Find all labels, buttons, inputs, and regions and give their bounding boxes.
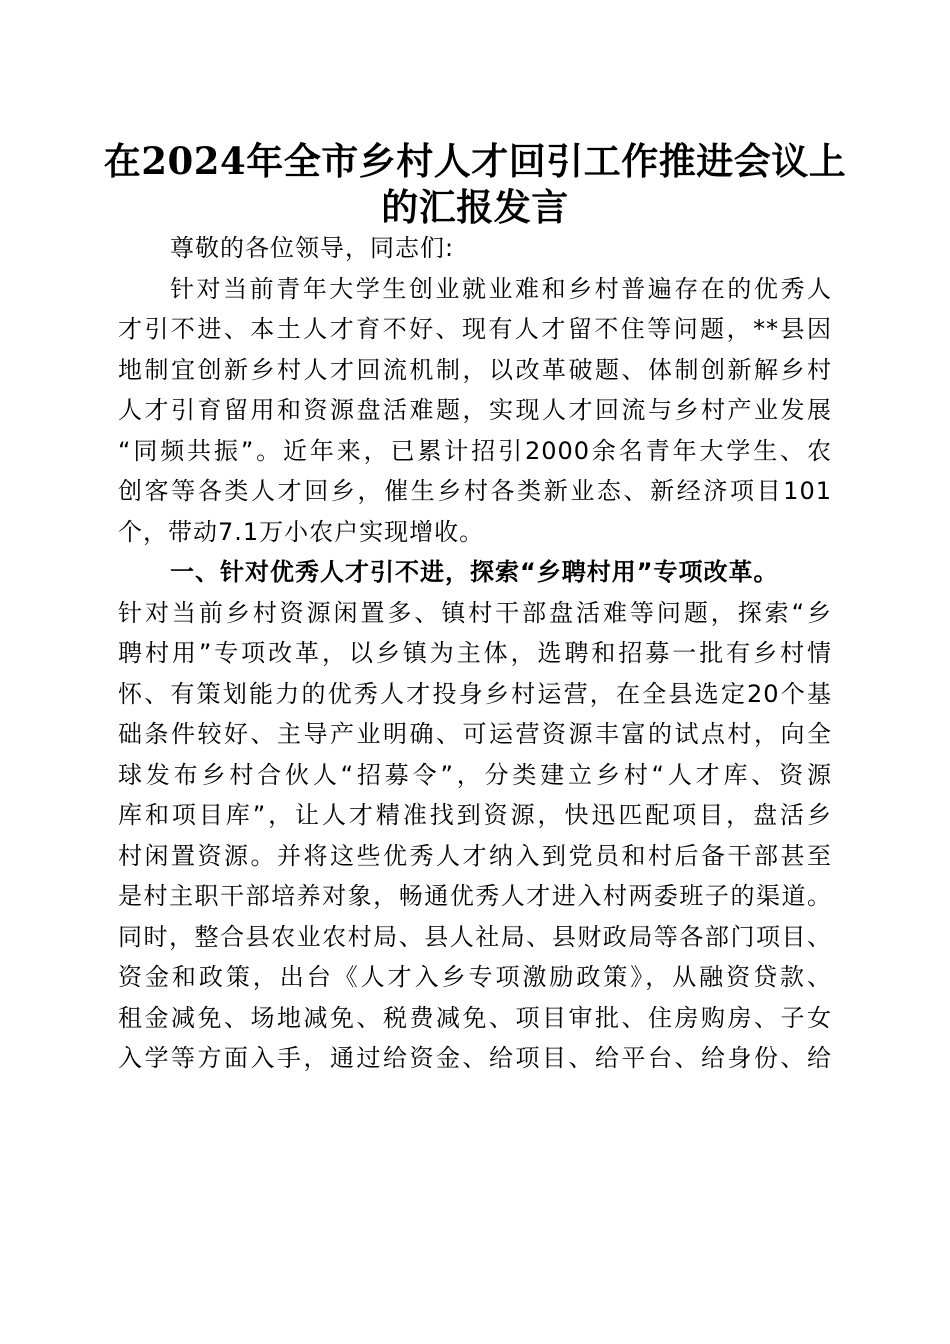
paragraph-line: 础条件较好、主导产业明确、可运营资源丰富的试点村，向全: [118, 720, 832, 748]
paragraph-line: 才引不进、本土人才育不好、现有人才留不住等问题，**县因: [118, 315, 832, 343]
paragraph-line: 聘村用”专项改革，以乡镇为主体，选聘和招募一批有乡村情: [118, 639, 832, 667]
document-title: [100, 138, 850, 230]
document-body: [118, 228, 832, 1079]
paragraph-line: 怀、有策划能力的优秀人才投身乡村运营，在全县选定20个基: [118, 679, 832, 708]
greeting: 尊敬的各位领导，同志们:: [170, 234, 455, 262]
title-line-2: 的汇报发言: [381, 185, 569, 229]
paragraph-line: “同频共振”。近年来，已累计招引2000余名青年大学生、农: [118, 436, 832, 465]
title-line-1: 在2024年全市乡村人才回引工作推进会议上: [103, 139, 847, 183]
paragraph-intro: [118, 269, 832, 553]
paragraph-line: 库和项目库”，让人才精准找到资源，快迅匹配项目，盘活乡: [118, 801, 832, 829]
paragraph-line: 创客等各类人才回乡，催生乡村各类新业态、新经济项目101: [118, 477, 832, 505]
section-heading-1: 一、针对优秀人才引不进，探索“乡聘村用”专项改革。: [170, 558, 779, 586]
paragraph-line: 球发布乡村合伙人“招募令”，分类建立乡村“人才库、资源: [118, 760, 832, 789]
paragraph-line: 是村主职干部培养对象，畅通优秀人才进入村两委班子的渠道。: [118, 882, 832, 910]
paragraph-line: 针对当前青年大学生创业就业难和乡村普遍存在的优秀人: [170, 274, 832, 303]
paragraph-line: 人才引育留用和资源盘活难题，实现人才回流与乡村产业发展: [118, 396, 832, 424]
paragraph-line: 资金和政策，出台《人才入乡专项激励政策》，从融资贷款、: [118, 963, 832, 991]
paragraph-line: 个，带动7.1万小农户实现增收。: [118, 517, 485, 546]
paragraph-section-1: [118, 593, 832, 1079]
paragraph-line: 针对当前乡村资源闲置多、镇村干部盘活难等问题，探索“乡: [118, 598, 832, 627]
paragraph-line: 租金减免、场地减免、税费减免、项目审批、住房购房、子女: [118, 1003, 832, 1032]
paragraph-line: 地制宜创新乡村人才回流机制，以改革破题、体制创新解乡村: [118, 355, 832, 384]
paragraph-line: 村闲置资源。并将这些优秀人才纳入到党员和村后备干部甚至: [118, 841, 832, 870]
paragraph-line: 同时，整合县农业农村局、县人社局、县财政局等各部门项目、: [118, 922, 832, 951]
paragraph-line: 入学等方面入手，通过给资金、给项目、给平台、给身份、给: [118, 1044, 832, 1072]
